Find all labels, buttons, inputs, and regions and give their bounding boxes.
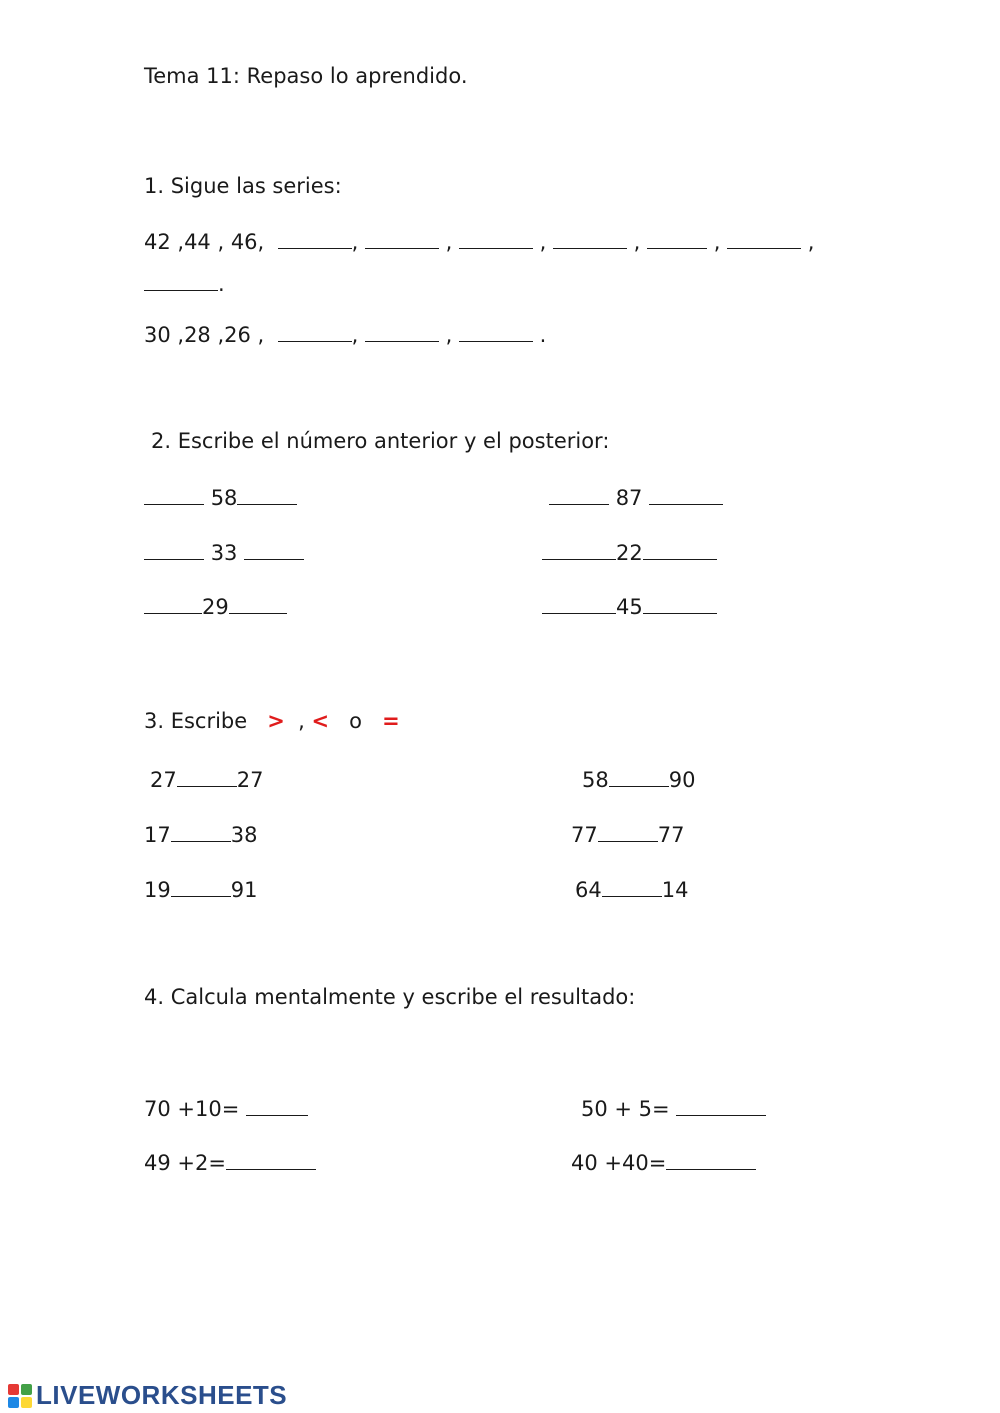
calc-answer-blank[interactable] (676, 1097, 766, 1116)
neighbor-row (144, 486, 297, 509)
compare-row (150, 768, 263, 791)
neighbor-number: 45 (616, 595, 643, 619)
series-2-start: 30 ,28 ,26 , (144, 323, 265, 347)
series-2-row: 30 ,28 ,26 , , , . (144, 323, 547, 347)
ex4-heading: 4. Calcula mentalmente y escribe el resultado: (144, 985, 636, 1009)
calc-row (144, 1151, 316, 1174)
before-blank[interactable] (144, 595, 202, 614)
neighbor-number: 29 (202, 595, 229, 619)
neighbor-row (144, 595, 287, 618)
calc-row (581, 1097, 766, 1120)
series-1-blank[interactable] (459, 230, 533, 249)
after-blank[interactable] (649, 486, 723, 505)
series-2-blank[interactable] (278, 323, 352, 342)
series-1-blank[interactable] (144, 272, 218, 291)
compare-left: 27 (150, 768, 177, 792)
compare-right: 91 (230, 878, 258, 902)
liveworksheets-logo (8, 1380, 287, 1411)
compare-right: 27 (236, 768, 264, 792)
series-1-blank[interactable] (727, 230, 801, 249)
compare-blank[interactable] (171, 823, 231, 842)
compare-row (144, 823, 257, 846)
after-blank[interactable] (229, 595, 287, 614)
calc-expression: 49 +2= (144, 1151, 226, 1175)
equals-symbol: = (382, 709, 400, 733)
after-blank[interactable] (237, 486, 297, 505)
compare-blank[interactable] (598, 823, 658, 842)
logo-square (8, 1397, 19, 1408)
calc-answer-blank[interactable] (246, 1097, 308, 1116)
compare-blank[interactable] (602, 878, 662, 897)
after-blank[interactable] (244, 541, 304, 560)
greater-than-symbol: > (267, 709, 285, 733)
after-blank[interactable] (643, 595, 717, 614)
compare-left: 64 (575, 878, 602, 902)
neighbor-number: 58 (210, 486, 238, 510)
before-blank[interactable] (144, 541, 204, 560)
logo-square (21, 1397, 32, 1408)
compare-blank[interactable] (177, 768, 237, 787)
ex3-heading: 3. Escribe (144, 709, 248, 733)
series-1-start: 42 ,44 , 46, (144, 230, 265, 254)
calc-answer-blank[interactable] (226, 1151, 316, 1170)
before-blank[interactable] (549, 486, 609, 505)
series-2-blank[interactable] (459, 323, 533, 342)
series-1-blank[interactable] (365, 230, 439, 249)
series-1-row-cont: . (144, 272, 225, 295)
compare-right: 77 (657, 823, 685, 847)
calc-expression: 50 + 5= (581, 1097, 670, 1121)
compare-row (575, 878, 688, 901)
calc-row (144, 1097, 308, 1120)
compare-left: 17 (144, 823, 171, 847)
series-1-row: 42 ,44 , 46, , , , , , , (144, 230, 815, 254)
calc-expression: 40 +40= (571, 1151, 667, 1175)
before-blank[interactable] (542, 595, 616, 614)
compare-left: 19 (144, 878, 171, 902)
calc-expression: 70 +10= (144, 1097, 240, 1121)
compare-right: 14 (661, 878, 689, 902)
series-1-blank[interactable] (647, 230, 707, 249)
logo-square (21, 1384, 32, 1395)
calc-answer-blank[interactable] (666, 1151, 756, 1170)
compare-left: 58 (582, 768, 609, 792)
neighbor-number: 87 (615, 486, 643, 510)
before-blank[interactable] (542, 541, 616, 560)
compare-right: 90 (668, 768, 696, 792)
neighbor-row (542, 541, 717, 564)
brand-text: LIVEWORKSHEETS (36, 1380, 288, 1410)
series-1-blank[interactable] (278, 230, 352, 249)
ex1-heading: 1. Sigue las series: (144, 174, 342, 198)
less-than-symbol: < (311, 709, 330, 733)
ex3-heading-row: 3. Escribe > , < o = (144, 709, 400, 733)
calc-row (571, 1151, 756, 1174)
or-word: o (349, 709, 363, 733)
compare-blank[interactable] (171, 878, 231, 897)
neighbor-number: 22 (616, 541, 643, 565)
neighbor-row (542, 595, 717, 618)
ex2-heading: 2. Escribe el número anterior y el posterior: (151, 429, 610, 453)
compare-left: 77 (571, 823, 598, 847)
compare-row (582, 768, 695, 791)
logo-square (8, 1384, 19, 1395)
neighbor-row (144, 541, 304, 564)
compare-row (571, 823, 684, 846)
after-blank[interactable] (643, 541, 717, 560)
series-2-blank[interactable] (365, 323, 439, 342)
compare-right: 38 (230, 823, 258, 847)
neighbor-row (549, 486, 723, 509)
compare-blank[interactable] (609, 768, 669, 787)
neighbor-number: 33 (210, 541, 238, 565)
logo-grid-icon (8, 1384, 32, 1408)
series-1-blank[interactable] (553, 230, 627, 249)
before-blank[interactable] (144, 486, 204, 505)
page-title: Tema 11: Repaso lo aprendido. (144, 64, 468, 88)
compare-row (144, 878, 257, 901)
